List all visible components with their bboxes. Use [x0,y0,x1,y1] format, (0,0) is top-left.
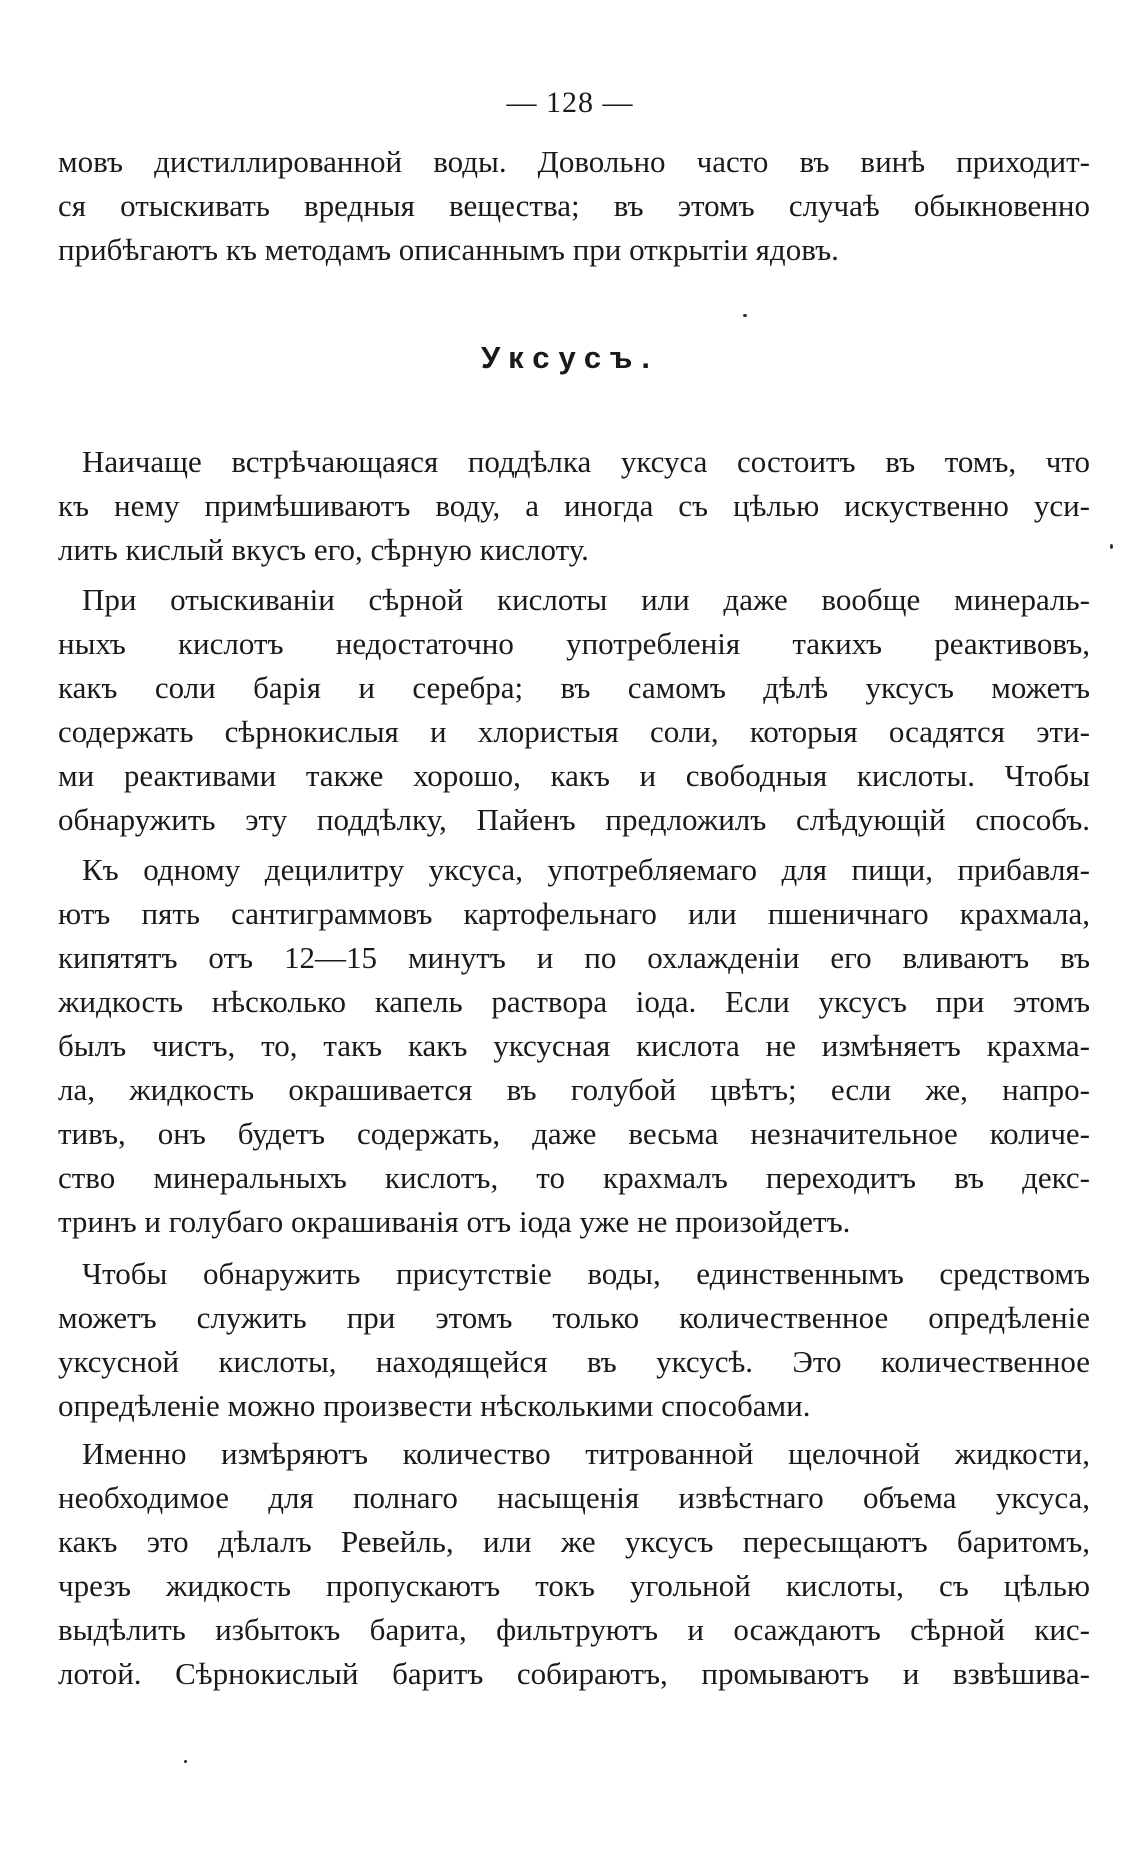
text-line: чрезъ жидкость пропускаютъ токъ угольной кислоты, съ цѣлью [58,1568,1090,1603]
text-line: обнаружить эту поддѣлку, Пайенъ предложилъ слѣдующій способъ. [58,802,1090,837]
text-line: ся отыскивать вредныя вещества; въ этомъ случаѣ обыкновенно [58,188,1090,223]
intro-text [58,140,1090,272]
text-line: лить кислый вкусъ его, сѣрную кислоту. [58,532,589,567]
paragraph-2 [58,578,1090,842]
text-line: ла, жидкость окрашивается въ голубой цвѣтъ; если же, напро- [58,1072,1090,1107]
text-line: Именно измѣряютъ количество титрованной щелочной жидкости, [82,1436,1090,1471]
text-line: жидкость нѣсколько капель раствора іода. Если уксусъ при этомъ [58,984,1090,1019]
paragraph-1 [58,440,1090,572]
text-line: выдѣлить избытокъ барита, фильтруютъ и осаждаютъ сѣрной кис- [58,1612,1090,1647]
text-line: какъ соли барія и серебра; въ самомъ дѣлѣ уксусъ можетъ [58,670,1090,705]
text-line: тринъ и голубаго окрашиванія отъ іода уже не произойдетъ. [58,1204,851,1239]
text-line: Къ одному децилитру уксуса, употребляемаго для пищи, прибавля- [82,852,1090,887]
text-line: Чтобы обнаружить присутствіе воды, единственнымъ средствомъ [82,1256,1090,1291]
text-line: прибѣгаютъ къ методамъ описаннымъ при открытіи ядовъ. [58,232,839,267]
text-line: кипятятъ отъ 12—15 минутъ и по охлажденіи его вливаютъ въ [58,940,1090,975]
paragraph-5 [58,1432,1090,1696]
print-speck [184,1760,187,1763]
print-speck [1110,544,1113,549]
text-line: тивъ, онъ будетъ содержать, даже весьма незначительное количе- [58,1116,1090,1151]
section-heading: Уксусъ. [481,340,659,375]
text-line: При отыскиваніи сѣрной кислоты или даже вообще минераль- [82,582,1090,617]
text-line: опредѣленіе можно произвести нѣсколькими способами. [58,1388,811,1423]
text-line: къ нему примѣшиваютъ воду, а иногда съ цѣлью искуственно уси- [58,488,1090,523]
print-speck [743,314,747,317]
paragraph-4 [58,1252,1090,1428]
text-line: необходимое для полнаго насыщенія извѣстнаго объема уксуса, [58,1480,1090,1515]
paragraph-3 [58,848,1090,1244]
text-line: мовъ дистиллированной воды. Довольно часто въ винѣ приходит- [58,144,1090,179]
text-line: лотой. Сѣрнокислый баритъ собираютъ, промываютъ и взвѣшива- [58,1656,1090,1691]
text-line: ныхъ кислотъ недостаточно употребленія такихъ реактивовъ, [58,626,1090,661]
text-line: ютъ пять сантиграммовъ картофельнаго или пшеничнаго крахмала, [58,896,1090,931]
page-number: — 128 — [506,86,634,119]
text-line: ми реактивами также хорошо, какъ и свободныя кислоты. Чтобы [58,758,1090,793]
text-line: уксусной кислоты, находящейся въ уксусѣ. Это количественное [58,1344,1090,1379]
text-line: содержать сѣрнокислыя и хлористыя соли, которыя осадятся эти- [58,714,1090,749]
text-line: ство минеральныхъ кислотъ, то крахмалъ переходитъ въ декс- [58,1160,1090,1195]
text-line: былъ чистъ, то, такъ какъ уксусная кислота не измѣняетъ крахма- [58,1028,1090,1063]
text-line: Наичаще встрѣчающаяся поддѣлка уксуса состоитъ въ томъ, что [82,444,1090,479]
text-line: можетъ служить при этомъ только количественное опредѣленіе [58,1300,1090,1335]
text-line: какъ это дѣлалъ Ревейль, или же уксусъ пересыщаютъ баритомъ, [58,1524,1090,1559]
